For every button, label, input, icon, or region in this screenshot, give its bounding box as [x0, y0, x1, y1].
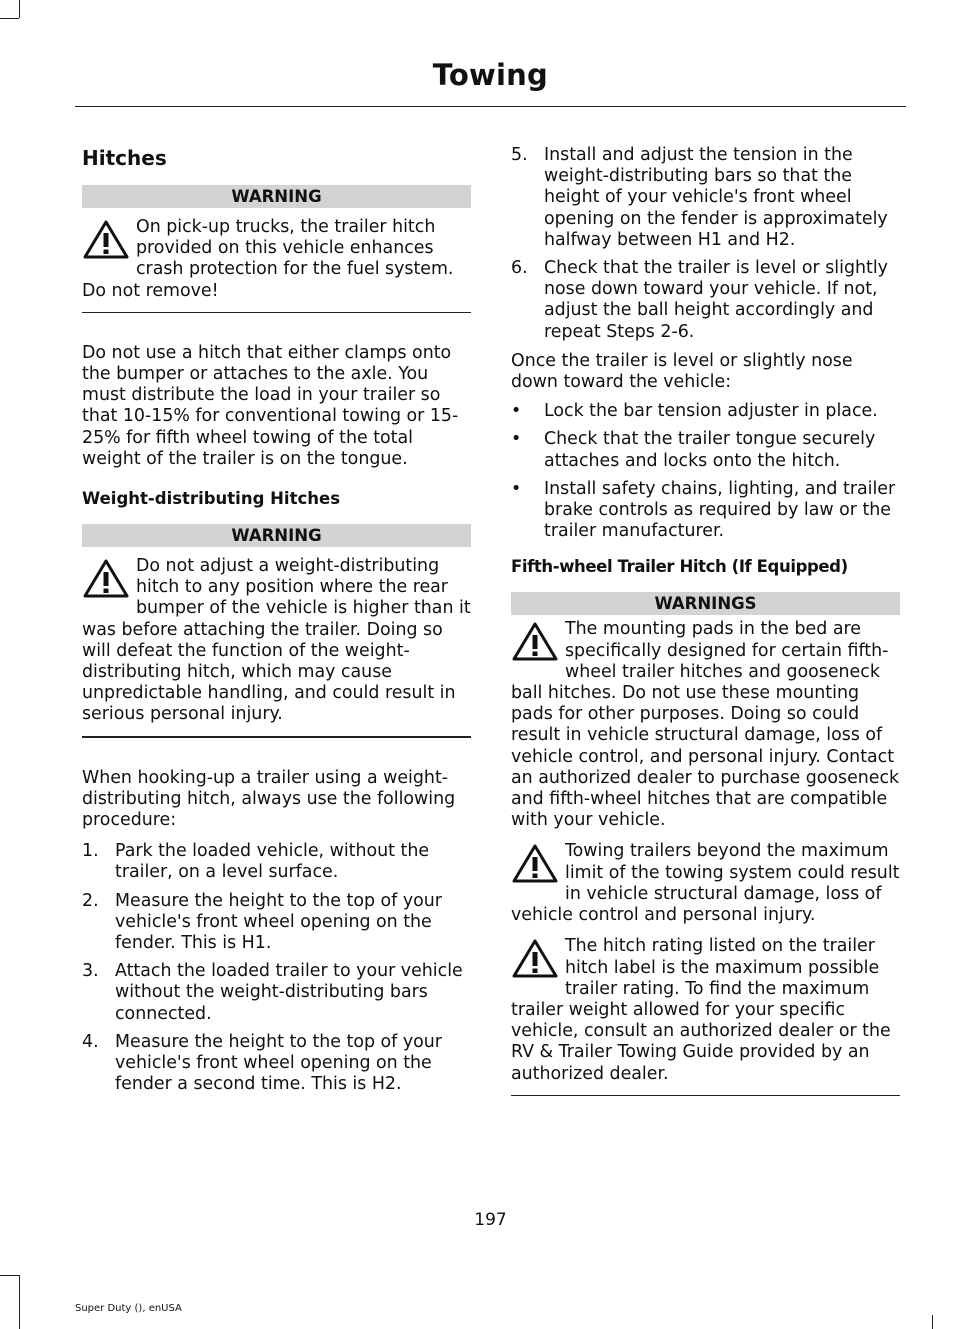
warning-triangle-icon: [511, 938, 559, 980]
footer-text: Super Duty (), enUSA: [75, 1303, 182, 1314]
crop-mark: [0, 18, 19, 19]
page-title: Towing: [432, 58, 548, 92]
list-item: 3. Attach the loaded trailer to your vehicle without the weight-distributing bars connected.: [82, 961, 463, 1024]
warning-triangle-icon: [82, 219, 130, 261]
warning-label: WARNING: [82, 185, 471, 208]
page-number: 197: [474, 1210, 507, 1230]
list-item: • Install safety chains, lighting, and trailer brake controls as required by law or the trailer manufacturer.: [511, 478, 896, 542]
section-heading-fifth-wheel: Fifth-wheel Trailer Hitch (If Equipped): [511, 557, 848, 577]
crop-mark: [0, 1275, 19, 1276]
procedure-steps-continued: [511, 145, 900, 343]
warning-block: [82, 556, 471, 726]
warning-text: Towing trailers beyond the maximum limit of the towing system could result in vehicle structural damage, loss of vehicle control and personal injury.: [511, 841, 900, 926]
list-item: 6. Check that the trailer is level or slightly nose down toward your vehicle. If not, adjust the ball height accordingly and repeat Steps 2-6.: [511, 258, 888, 342]
list-item: 2. Measure the height to the top of your vehicle's front wheel opening on the fender. This is H1.: [82, 890, 442, 954]
warning-triangle-icon: [511, 843, 559, 885]
body-paragraph: Do not use a hitch that either clamps onto the bumper or attaches to the axle. You must distribute the load in your trailer so that 10-15% for conventional towing or 15-25% for fifth wheel towing of the total weight of the trailer is on the tongue.: [82, 342, 459, 469]
warning-block: [511, 841, 900, 926]
warning-text: The mounting pads in the bed are specifically designed for certain fifth-wheel trailer hitches and gooseneck ball hitches. Do not use these mounting pads for other purposes. Doing so could result in vehicle structural damage, loss of vehicle control, and personal injury. Contact an authorized dealer to purchase gooseneck and fifth-wheel hitches that are compatible with your vehicle.: [511, 619, 900, 831]
body-paragraph: When hooking-up a trailer using a weight-distributing hitch, always use the following procedure:: [82, 767, 456, 831]
warning-block: [82, 217, 471, 302]
bullet-list: [511, 401, 900, 542]
crop-mark: [19, 0, 20, 18]
title-divider: [75, 106, 906, 107]
list-item: • Lock the bar tension adjuster in place.: [511, 401, 878, 422]
section-heading-weight-distributing: Weight-distributing Hitches: [82, 489, 341, 509]
warning-block: [511, 619, 900, 831]
warning-divider: [82, 736, 471, 738]
right-column: [511, 145, 900, 1126]
warning-triangle-icon: [511, 621, 559, 663]
warning-block: [511, 936, 900, 1084]
list-item: 5. Install and adjust the tension in the weight-distributing bars so that the height of your vehicle's front wheel opening on the fender is approximately halfway between H1 and H2.: [511, 145, 888, 250]
crop-mark: [932, 1315, 933, 1329]
body-paragraph: Once the trailer is level or slightly nose down toward the vehicle:: [511, 350, 853, 393]
warning-divider: [511, 1095, 900, 1096]
list-item: • Check that the trailer tongue securely attaches and locks onto the hitch.: [511, 429, 876, 471]
warning-text: On pick-up trucks, the trailer hitch provided on this vehicle enhances crash protection for the fuel system. Do not remove!: [82, 217, 454, 301]
warning-label: WARNING: [82, 524, 471, 547]
procedure-steps: [82, 841, 471, 1095]
left-column: [82, 145, 471, 1104]
warning-text: Do not adjust a weight-distributing hitch to any position where the rear bumper of the vehicle is higher than it was before attaching the trailer. Doing so will defeat the function of the weight-distributing hitch, which may cause unpredictable handling, and could result in serious personal injury.: [82, 556, 471, 725]
warning-text: The hitch rating listed on the trailer hitch label is the maximum possible trailer rating. To find the maximum trailer weight allowed for your specific vehicle, consult an authorized dealer or the RV & Trailer Towing Guide provided by an authorized dealer.: [511, 936, 891, 1084]
section-heading-hitches: Hitches: [82, 146, 167, 170]
list-item: 4. Measure the height to the top of your vehicle's front wheel opening on the fender a second time. This is H2.: [82, 1031, 442, 1095]
warning-triangle-icon: [82, 558, 130, 600]
warnings-label: WARNINGS: [511, 592, 900, 615]
warning-divider: [82, 312, 471, 313]
crop-mark: [19, 1275, 20, 1329]
list-item: 1. Park the loaded vehicle, without the trailer, on a level surface.: [82, 841, 430, 883]
